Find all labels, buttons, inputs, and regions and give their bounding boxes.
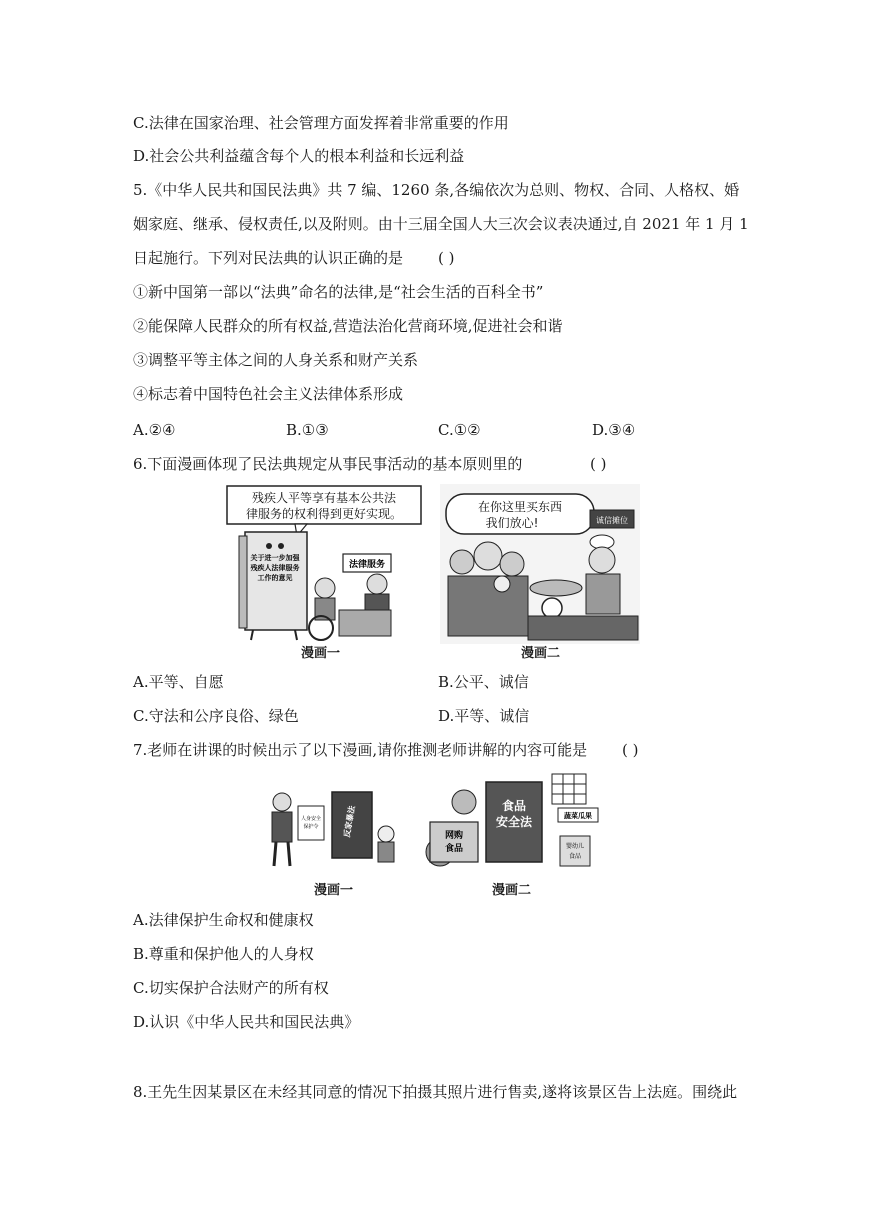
q7-option-d: D.认识《中华人民共和国民法典》: [133, 1013, 360, 1031]
q7-c2-can-line1: 婴幼儿: [565, 843, 585, 850]
q4-option-c: C.法律在国家治理、社会管理方面发挥着非常重要的作用: [133, 114, 509, 132]
q6-comic-2: [440, 484, 640, 644]
q6-c2-bubble-line1: 在你这里买东西: [477, 500, 563, 514]
q7-option-a: A.法律保护生命权和健康权: [133, 911, 314, 929]
q5-statement-4: ④标志着中国特色社会主义法律体系形成: [133, 385, 404, 403]
q7-c2-book-line1: 食品: [501, 799, 527, 813]
q6-option-a: A.平等、自愿: [133, 673, 224, 691]
q6-c1-bubble-line1: 残疾人平等享有基本公共法: [251, 491, 397, 505]
q5-stem-line1: 5.《中华人民共和国民法典》共 7 编、1260 条,各编依次为总则、物权、合同、人格权、婚: [133, 181, 740, 199]
q6-c2-bubble-line2: 我们放心!: [485, 516, 539, 530]
q7-answer-paren: ( ): [622, 741, 639, 759]
q5-option-b: B.①③: [286, 421, 329, 439]
q6-answer-paren: ( ): [590, 455, 607, 473]
q5-answer-paren: ( ): [438, 249, 455, 267]
q5-stem-line3: 日起施行。下列对民法典的认识正确的是: [133, 249, 404, 267]
q7-c2-tag: 蔬菜瓜果: [564, 812, 592, 820]
q5-statement-2: ②能保障人民群众的所有权益,营造法治化营商环境,促进社会和谐: [133, 317, 563, 335]
q7-c1-paper-line1: 人身安全: [300, 816, 322, 822]
q6-c2-sign: 诚信摊位: [596, 516, 628, 525]
q6-c1-book-line3: 工作的意见: [257, 574, 293, 582]
q6-option-d: D.平等、诚信: [438, 707, 530, 725]
q6-comic-1-caption: 漫画一: [301, 646, 341, 661]
q6-comic-1: [225, 484, 425, 644]
q6-option-b: B.公平、诚信: [438, 673, 529, 691]
q6-c1-book-line2: 残疾人法律服务: [250, 564, 300, 572]
q5-option-d: D.③④: [592, 421, 636, 439]
q6-stem: 6.下面漫画体现了民法典规定从事民事活动的基本原则里的: [133, 455, 523, 473]
q5-stem-line2: 姻家庭、继承、侵权责任,以及附则。由十三届全国人大三次会议表决通过,自 2021 年 1 月 1: [133, 215, 749, 233]
q5-statement-1: ①新中国第一部以“法典”命名的法律,是“社会生活的百科全书”: [133, 283, 544, 301]
q5-option-a: A.②④: [133, 421, 176, 439]
q7-stem: 7.老师在讲课的时候出示了以下漫画,请你推测老师讲解的内容可能是: [133, 741, 588, 759]
q6-c1-bubble-line2: 律服务的权利得到更好实现。: [245, 507, 403, 521]
q7-c2-can-line2: 食品: [568, 853, 582, 860]
q8-stem: 8.王先生因某景区在未经其同意的情况下拍摄其照片进行售卖,遂将该景区告上法庭。围绕此: [133, 1083, 738, 1101]
q6-comic-2-caption: 漫画二: [521, 646, 561, 661]
q6-option-c: C.守法和公序良俗、绿色: [133, 707, 299, 725]
q4-option-d: D.社会公共利益蕴含每个人的根本利益和长远利益: [133, 147, 465, 165]
q7-c2-book-line2: 安全法: [495, 815, 533, 829]
q7-comic-2: [424, 772, 599, 872]
q7-option-c: C.切实保护合法财产的所有权: [133, 979, 329, 997]
q7-comic-1: [264, 772, 404, 872]
q7-c1-paper-line2: 保护令: [303, 824, 319, 830]
q7-comic-2-caption: 漫画二: [492, 883, 532, 898]
q6-c1-sign: 法律服务: [348, 560, 386, 570]
q5-option-c: C.①②: [438, 421, 481, 439]
q5-statement-3: ③调整平等主体之间的人身关系和财产关系: [133, 351, 419, 369]
q7-option-b: B.尊重和保护他人的人身权: [133, 945, 314, 963]
q7-c2-box-line2: 食品: [444, 844, 464, 854]
q7-c2-box-line1: 网购: [444, 831, 464, 841]
q7-c1-book: 反家暴法: [342, 805, 357, 839]
q7-comic-1-caption: 漫画一: [314, 883, 354, 898]
q6-c1-book-line1: 关于进一步加强: [250, 554, 300, 562]
